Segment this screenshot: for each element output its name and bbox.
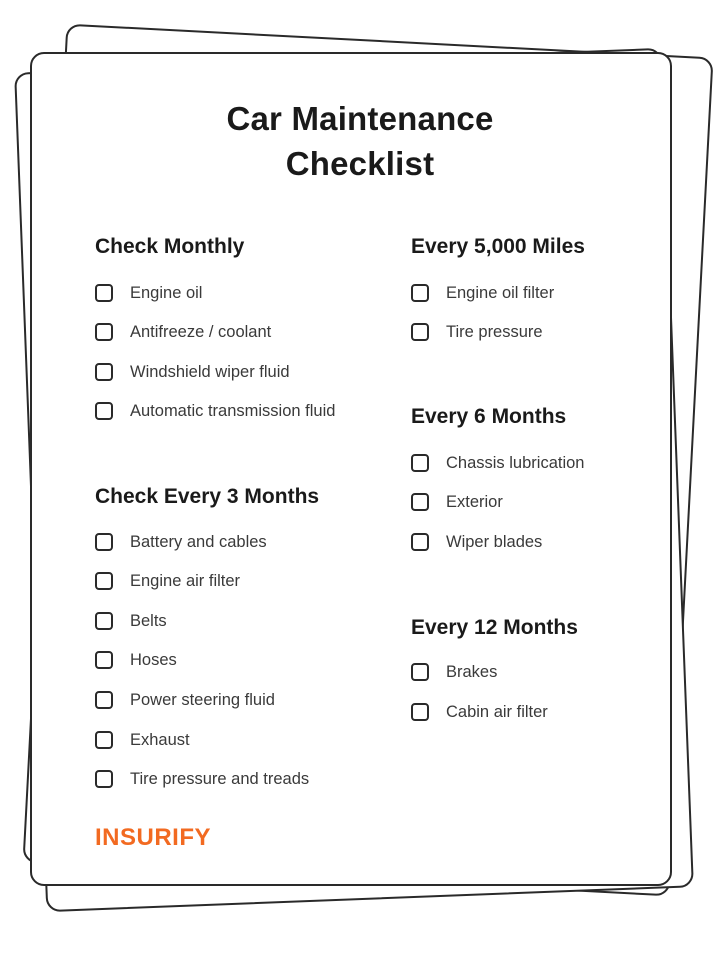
checkbox[interactable]: [411, 533, 429, 551]
page-title-line-1: Car Maintenance: [226, 100, 494, 137]
item-label: Tire pressure: [446, 322, 543, 341]
item-label: Battery and cables: [130, 532, 267, 551]
checklist-item[interactable]: [95, 688, 275, 712]
item-label: Windshield wiper fluid: [130, 362, 290, 381]
page-title: [0, 96, 720, 186]
item-label: Exterior: [446, 492, 503, 511]
checkbox[interactable]: [95, 731, 113, 749]
checkbox[interactable]: [95, 691, 113, 709]
checkbox[interactable]: [411, 284, 429, 302]
item-label: Hoses: [130, 650, 177, 669]
checklist-item[interactable]: [411, 281, 554, 305]
checkbox[interactable]: [411, 493, 429, 511]
checkbox[interactable]: [95, 533, 113, 551]
checkbox[interactable]: [95, 363, 113, 381]
item-label: Brakes: [446, 662, 498, 681]
checkbox[interactable]: [411, 323, 429, 341]
checklist-item[interactable]: [411, 700, 548, 724]
item-label: Belts: [130, 611, 167, 630]
checkbox[interactable]: [95, 612, 113, 630]
checkbox[interactable]: [411, 703, 429, 721]
insurify-logo: INSURIFY: [95, 824, 212, 851]
checklist-item[interactable]: [411, 490, 503, 514]
checklist-item[interactable]: [411, 320, 543, 344]
checkbox[interactable]: [95, 402, 113, 420]
item-label: Power steering fluid: [130, 690, 275, 709]
checklist-item[interactable]: [411, 530, 542, 554]
checkbox[interactable]: [95, 770, 113, 788]
section-heading-every-3-months: Check Every 3 Months: [95, 485, 320, 508]
checkbox[interactable]: [95, 651, 113, 669]
section-heading-every-12-months: Every 12 Months: [411, 616, 578, 639]
item-label: Engine air filter: [130, 571, 241, 590]
checklist-item[interactable]: [95, 569, 240, 593]
item-label: Wiper blades: [446, 532, 543, 551]
section-heading-monthly: Check Monthly: [95, 235, 245, 258]
checklist-item[interactable]: [411, 660, 497, 684]
item-label: Chassis lubrication: [446, 453, 585, 472]
checkbox[interactable]: [95, 284, 113, 302]
checklist-item[interactable]: [95, 648, 177, 672]
checklist-item[interactable]: [95, 360, 290, 384]
checklist-item[interactable]: [95, 609, 167, 633]
checklist-item[interactable]: [95, 399, 335, 423]
section-heading-every-6-months: Every 6 Months: [411, 405, 567, 428]
checkbox[interactable]: [411, 663, 429, 681]
checklist-item[interactable]: [411, 451, 584, 475]
checklist-item[interactable]: [95, 530, 267, 554]
checklist-item[interactable]: [95, 728, 190, 752]
item-label: Cabin air filter: [446, 702, 548, 721]
checkbox[interactable]: [95, 323, 113, 341]
item-label: Tire pressure and treads: [130, 769, 310, 788]
item-label: Engine oil filter: [446, 283, 555, 302]
checkbox[interactable]: [411, 454, 429, 472]
section-heading-every-5000-miles: Every 5,000 Miles: [411, 235, 585, 258]
checklist-item[interactable]: [95, 320, 271, 344]
item-label: Exhaust: [130, 730, 190, 749]
item-label: Antifreeze / coolant: [130, 322, 272, 341]
item-label: Engine oil: [130, 283, 203, 302]
checklist-item[interactable]: [95, 767, 309, 791]
checkbox[interactable]: [95, 572, 113, 590]
checklist-item[interactable]: [95, 281, 202, 305]
item-label: Automatic transmission fluid: [130, 401, 336, 420]
page-title-line-2: Checklist: [285, 145, 435, 182]
